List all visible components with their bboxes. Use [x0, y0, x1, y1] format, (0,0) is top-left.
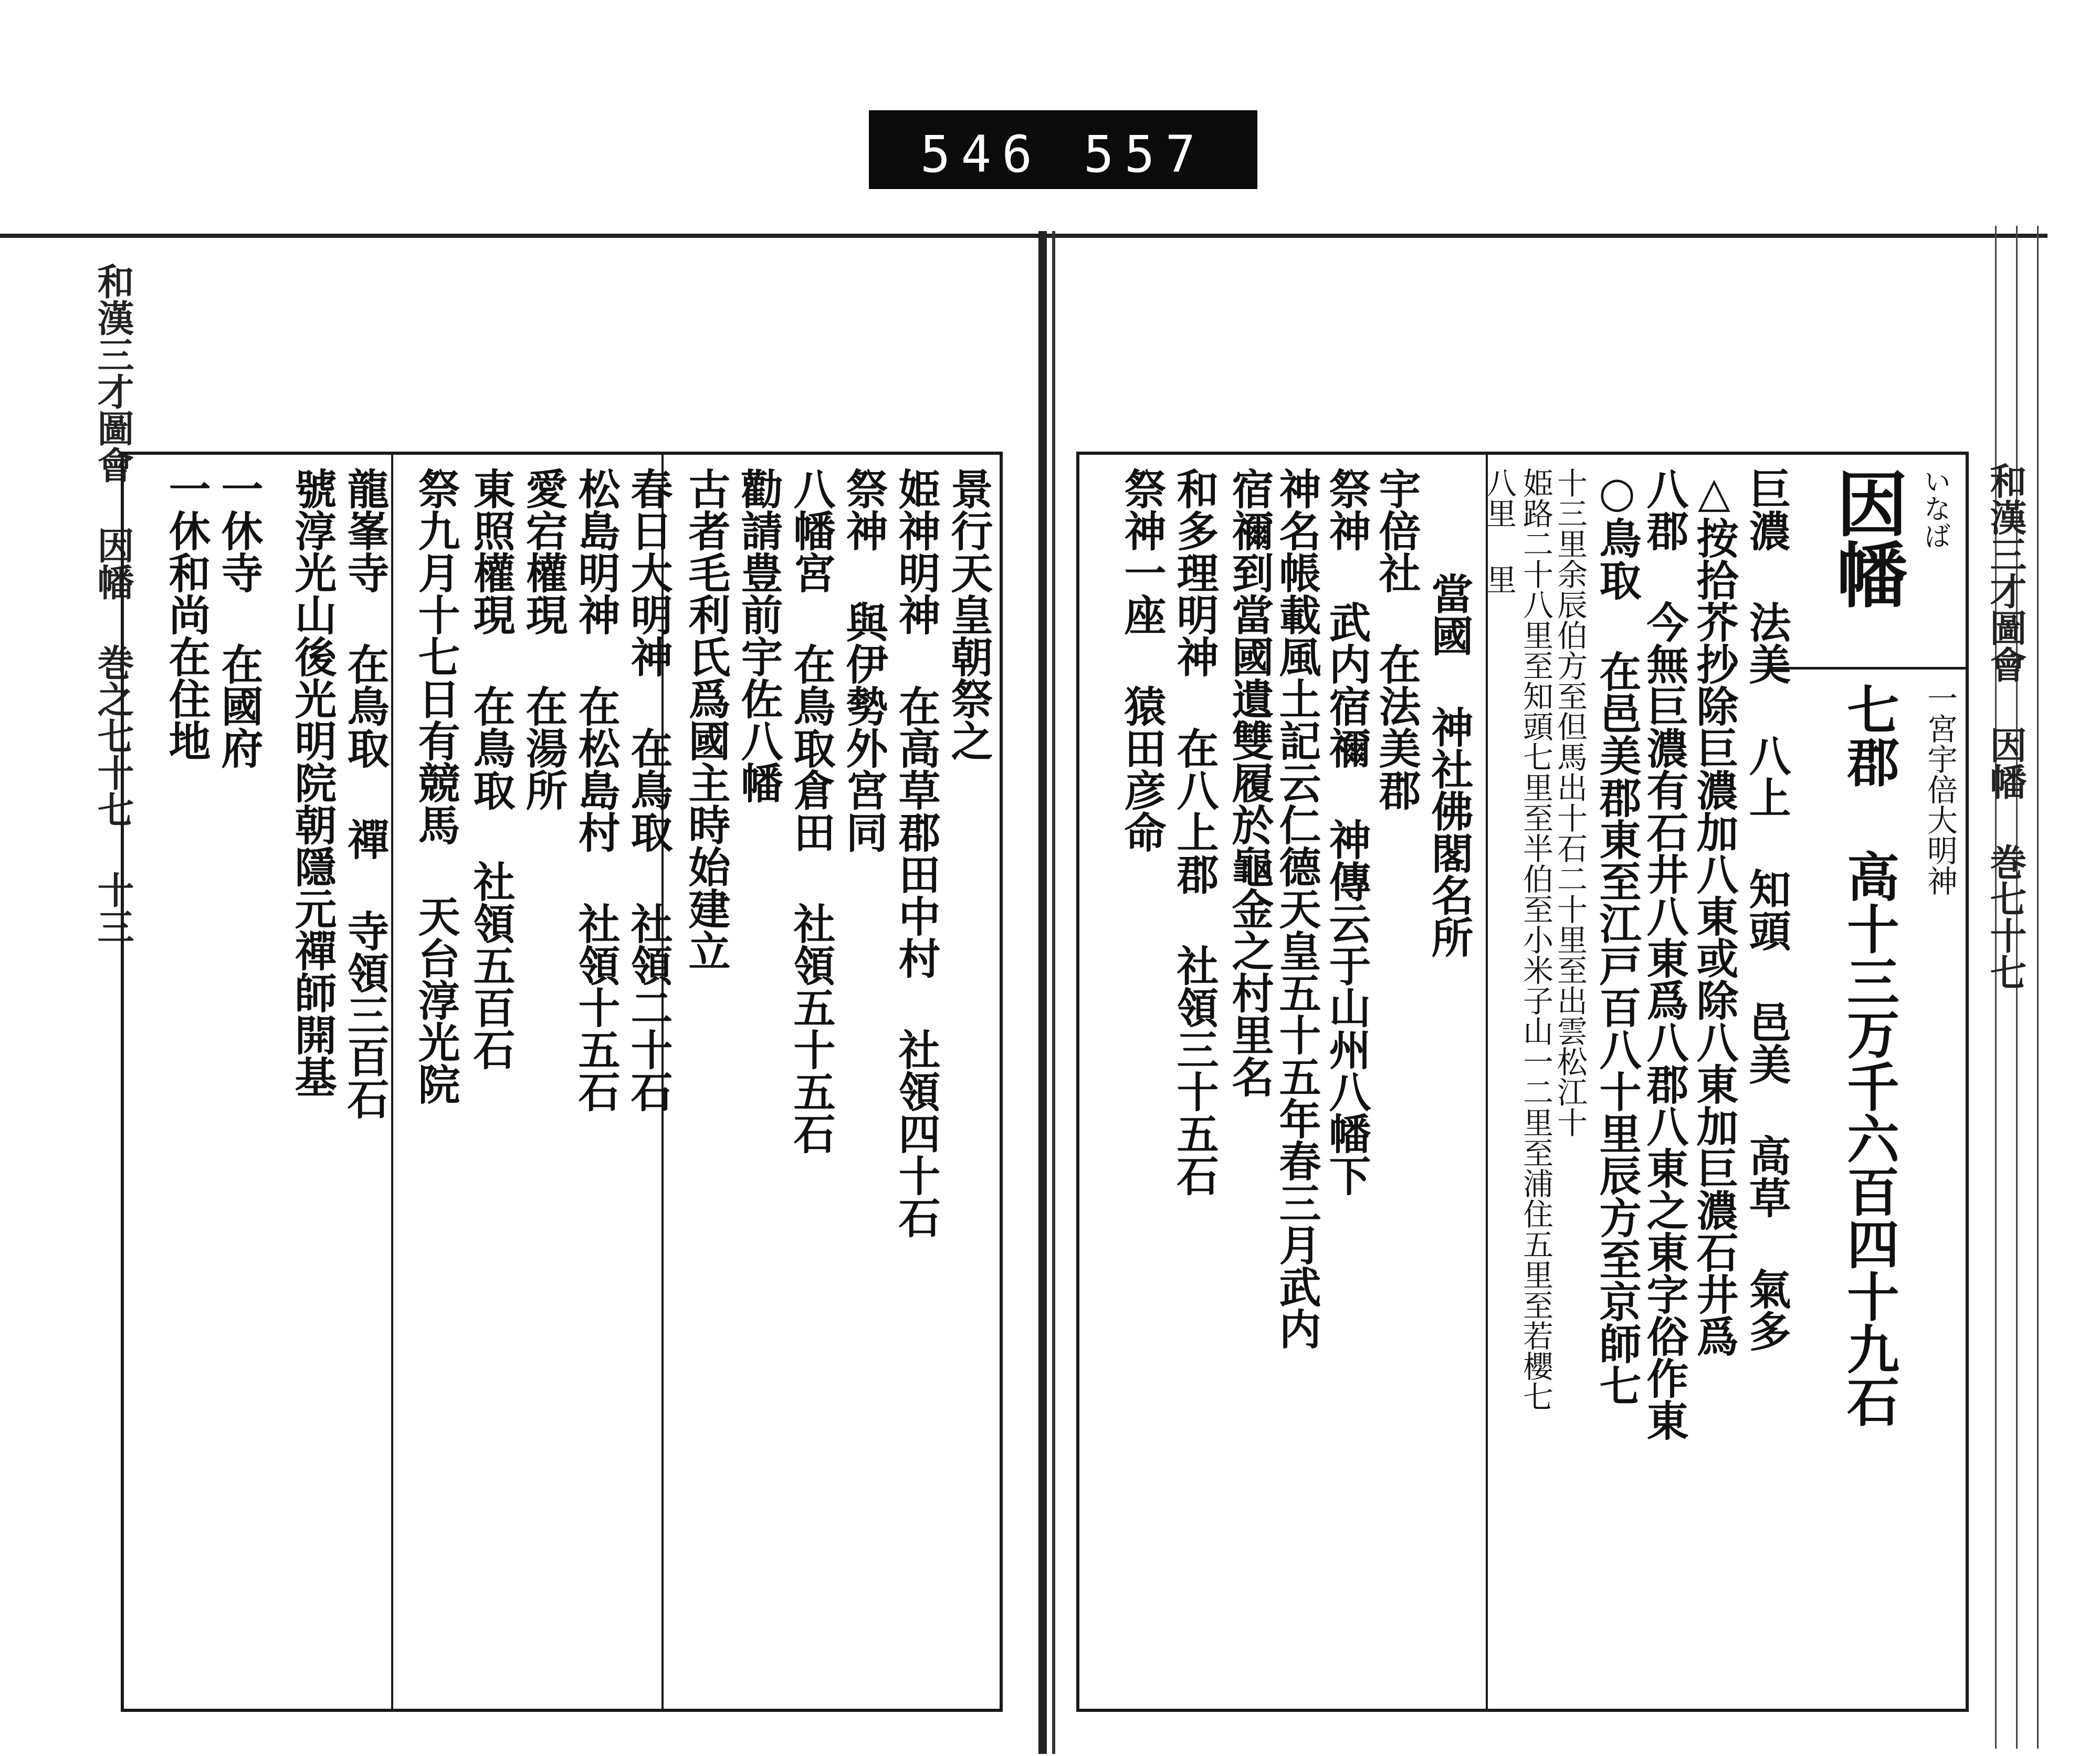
- shrine-col-2: 祭神 武内宿禰 神傳云于山州八幡下: [1322, 467, 1371, 1196]
- left-col-10: 東照權現 在鳥取 社領五百石: [466, 467, 516, 1070]
- right-section-rule: [1486, 452, 1488, 1712]
- title-underline: [1769, 667, 1969, 670]
- left-col-2: 姫神明神 在高草郡田中村 社領四十石: [891, 467, 941, 1238]
- left-col-14: 一休寺 在國府: [214, 467, 264, 769]
- left-col-4: 八幡宮 在鳥取倉田 社領五十五石: [786, 467, 836, 1154]
- book-spine: [1038, 231, 1047, 1754]
- right-col-2: △按拾芥抄除巨濃加八東或除八東加巨濃石井爲: [1689, 467, 1739, 1357]
- left-col-11: 祭九月十七日有競馬 天台淳光院: [411, 467, 460, 1105]
- right-subtitle: 一宮宇倍大明神: [1922, 683, 1958, 896]
- book-spine-inner: [1052, 231, 1055, 1754]
- left-col-1: 景行天皇朝祭之: [944, 467, 993, 761]
- right-summary: 七郡 高十三万千六百四十九石: [1838, 683, 1900, 1427]
- left-col-7: 春日大明神 在鳥取 社領二十石: [624, 467, 673, 1112]
- right-page-title: 因幡: [1825, 467, 1908, 609]
- page-top-edge: [0, 234, 2048, 238]
- right-col-7: 八里 里: [1481, 467, 1517, 594]
- left-col-8: 松島明神 在松島村 社領十五石: [571, 467, 621, 1112]
- shrine-section-header: 當國 神社佛閣名所: [1424, 572, 1474, 958]
- frame-number-text: 546 557: [920, 125, 1206, 184]
- left-col-13: 號淳光山後光明院朝隱元禪師開基: [288, 467, 337, 1098]
- left-gutter-title: 和漢三才圖會 因幡 巻之七十七 十三: [91, 263, 135, 945]
- left-col-9: 愛宕權現 在湯所: [519, 467, 568, 811]
- shrine-col-4: 宿禰到當國遺雙履於龜金之村里名: [1225, 467, 1274, 1098]
- left-page: [121, 452, 1003, 1712]
- right-col-3: 八郡 今無巨濃有石井八東爲八郡八東之東字俗作東: [1640, 467, 1689, 1441]
- shrine-col-6: 祭神一座 猿田彦命: [1117, 467, 1167, 853]
- shrine-col-5: 和多理明神 在八上郡 社領三十五石: [1170, 467, 1219, 1196]
- left-col-5: 勸請豊前宇佐八幡: [734, 467, 783, 803]
- right-gutter-title: 和漢三才圖會 因幡 巻七十七: [1984, 462, 2028, 990]
- shrine-col-1: 宇倍社 在法美郡: [1372, 467, 1421, 811]
- right-title-ruby: いなば: [1919, 467, 1950, 549]
- frame-number-label: [869, 110, 1257, 189]
- right-page: [1076, 452, 1969, 1712]
- right-col-1: 巨濃 法美 八上 知頭 邑美 高草 氣多: [1742, 467, 1791, 1352]
- right-col-4: ○鳥取 在邑美郡東至江戸百八十里辰方至京師七: [1592, 467, 1642, 1406]
- left-col-3: 祭神 與伊勢外宮同: [839, 467, 888, 853]
- right-col-5: 十三里余辰伯方至但馬出十石二十里至出雲松江十: [1552, 467, 1588, 1137]
- left-column-rule: [391, 452, 393, 1712]
- left-col-15: 一休和尚在住地: [162, 467, 211, 761]
- right-col-6: 姫路二十八里至知頭七里至半伯至小米子山一二里至浦住五里至若櫻七: [1518, 467, 1553, 1412]
- shrine-col-3: 神名帳載風土記云仁德天皇五十五年春三月武内: [1272, 467, 1321, 1350]
- left-col-12: 龍峯寺 在鳥取 禪 寺領三百石: [340, 467, 390, 1120]
- page-edge-3: [2037, 226, 2039, 1749]
- left-col-6: 古者毛利氏爲國主時始建立: [681, 467, 731, 971]
